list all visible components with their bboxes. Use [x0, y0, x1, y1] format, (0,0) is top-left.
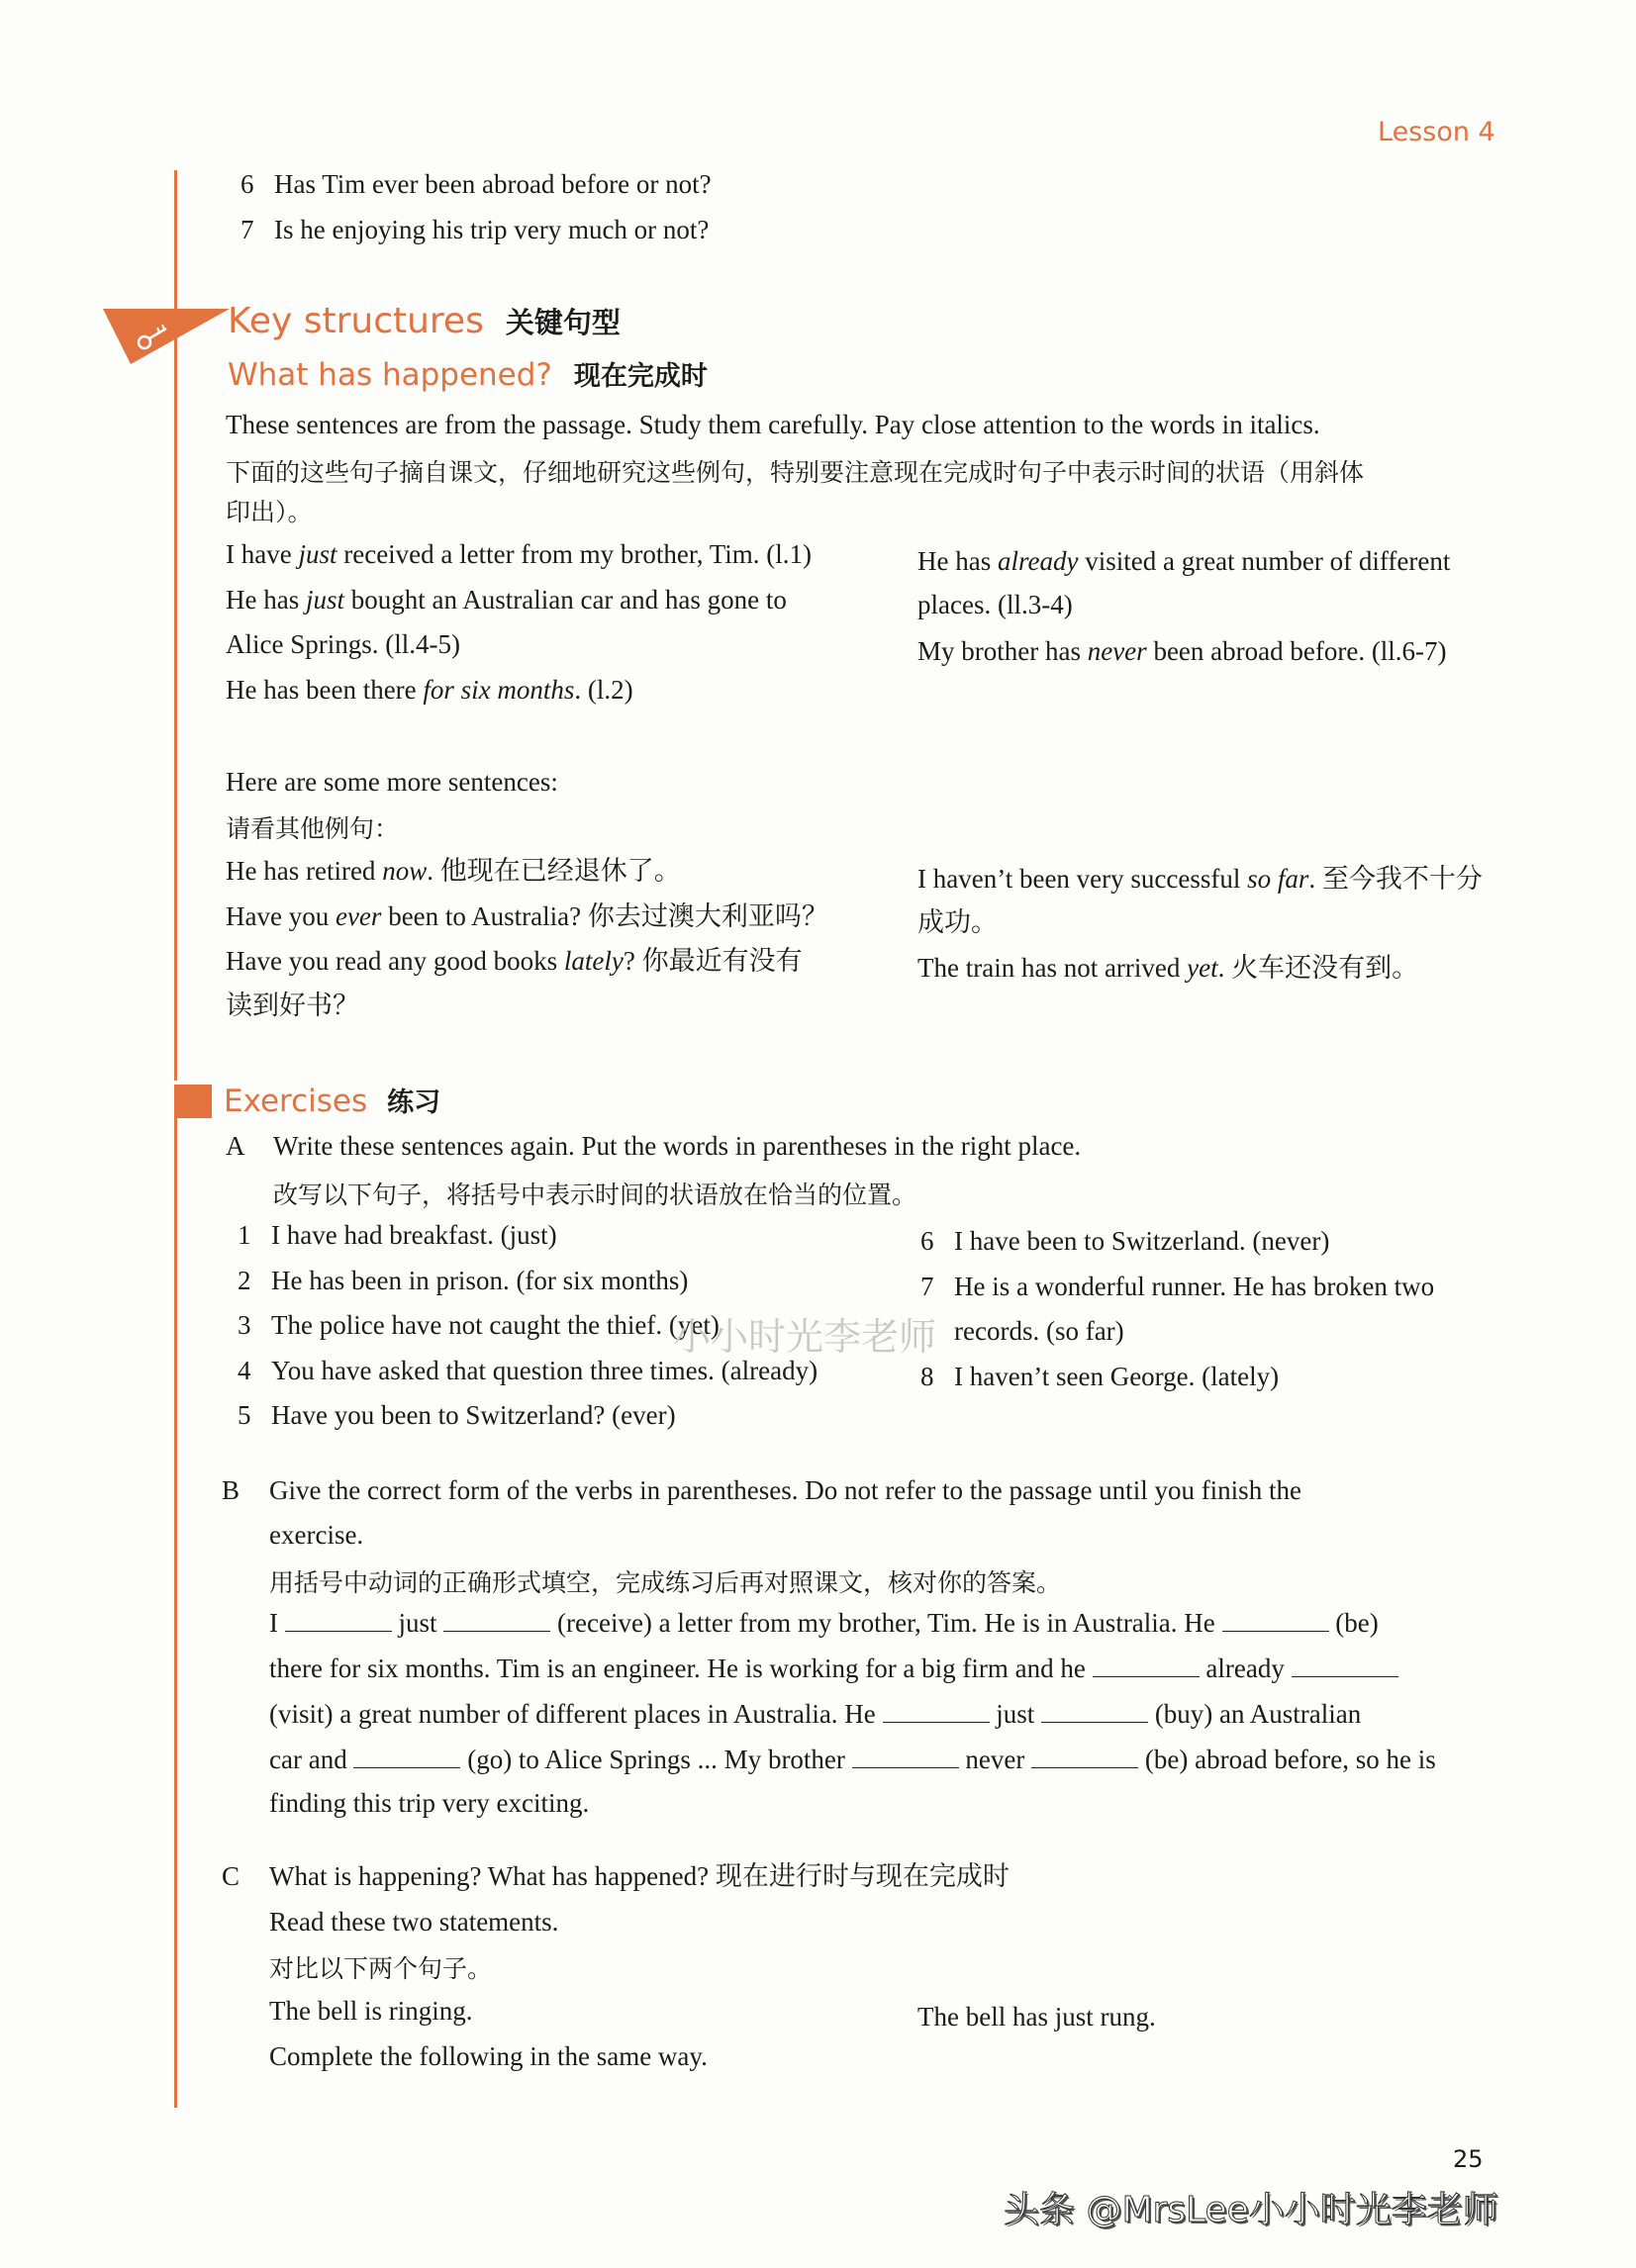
exercise-b-instruction-2: exercise.	[269, 1520, 364, 1550]
blank-input[interactable]	[285, 1609, 392, 1632]
intro-cn-2: 印出）。	[226, 498, 313, 526]
more-left-2: Have you ever been to Australia? 你去过澳大利亚吗？	[226, 901, 828, 931]
blank-input[interactable]	[852, 1746, 959, 1768]
exercise-c-read-cn: 对比以下两个句子。	[269, 1954, 493, 1983]
what-has-happened-heading: What has happened? 现在完成时	[228, 357, 708, 393]
more-right-3: The train has not arrived yet. 火车还没有到。	[917, 953, 1419, 983]
exercise-c-read-en: Read these two statements.	[269, 1907, 559, 1937]
margin-rule-top	[174, 170, 177, 1081]
exercise-b-line-3: (visit) a great number of different places in Australia. He just (buy) an Australian	[269, 1699, 1362, 1729]
exercises-heading: Exercises 练习	[224, 1084, 441, 1119]
exercise-b-line-4: car and (go) to Alice Springs ... My brother never (be) abroad before, so he is	[269, 1745, 1436, 1774]
example-right-2: places. (ll.3-4)	[917, 590, 1073, 619]
exercise-c-title: C What is happening? What has happened? 现在进行时与现在完成时	[222, 1861, 1010, 1891]
key-structures-heading: Key structures 关键句型	[228, 301, 621, 341]
exercise-a-item-4: 4 You have asked that question three times. (already)	[238, 1356, 818, 1385]
question-7: 7 Is he enjoying his trip very much or not?	[241, 215, 710, 244]
blank-input[interactable]	[443, 1609, 550, 1632]
exercise-a-item-5: 5 Have you been to Switzerland? (ever)	[238, 1400, 676, 1430]
intro-cn-1: 下面的这些句子摘自课文，仔细地研究这些例句，特别要注意现在完成时句子中表示时间的状语（用斜体	[226, 458, 1365, 487]
more-sentences-cn: 请看其他例句：	[226, 814, 400, 843]
exercise-b-line-1: I just (receive) a letter from my brother, Tim. He is in Australia. He (be)	[269, 1608, 1379, 1638]
exercise-a-instruction: A Write these sentences again. Put the words in parentheses in the right place.	[226, 1131, 1082, 1161]
example-left-1: I have just received a letter from my brother, Tim. (l.1)	[226, 539, 813, 569]
example-left-4: He has been there for six months. (l.2)	[226, 675, 633, 705]
exercise-a-item-8: 8 I haven’t seen George. (lately)	[920, 1362, 1280, 1391]
exercise-a-item-2: 2 He has been in prison. (for six months)	[238, 1266, 689, 1295]
example-left-3: Alice Springs. (ll.4-5)	[226, 629, 460, 659]
lesson-label: Lesson 4	[1378, 117, 1495, 147]
exercise-a-item-7: 7 He is a wonderful runner. He has broken two	[920, 1272, 1435, 1301]
blank-input[interactable]	[1292, 1654, 1398, 1677]
exercise-b-instruction-cn: 用括号中动词的正确形式填空，完成练习后再对照课文，核对你的答案。	[269, 1568, 1062, 1597]
exercise-b-instruction: B Give the correct form of the verbs in parentheses. Do not refer to the passage until you finish the	[222, 1475, 1301, 1505]
exercise-c-statement-left: The bell is ringing.	[269, 1996, 473, 2026]
exercise-a-item-1: 1 I have had breakfast. (just)	[238, 1220, 557, 1250]
more-right-1: I haven’t been very successful so far. 至今我不十分	[917, 864, 1483, 894]
exercise-a-instruction-cn: 改写以下句子，将括号中表示时间的状语放在恰当的位置。	[273, 1181, 917, 1209]
exercise-b-line-5: finding this trip very exciting.	[269, 1788, 590, 1818]
more-left-4: 读到好书？	[226, 991, 359, 1020]
key-icon	[103, 309, 232, 369]
blank-input[interactable]	[1093, 1654, 1200, 1677]
question-6: 6 Has Tim ever been abroad before or not?	[241, 169, 712, 199]
exercise-c-statement-right: The bell has just rung.	[917, 2002, 1156, 2032]
exercises-marker	[174, 1085, 212, 1118]
example-right-1: He has already visited a great number of different	[917, 546, 1451, 576]
more-left-1: He has retired now. 他现在已经退休了。	[226, 856, 681, 886]
watermark-center: 小小时光李老师	[673, 1315, 937, 1359]
example-left-2: He has just bought an Australian car and has gone to	[226, 585, 787, 614]
exercise-c-complete: Complete the following in the same way.	[269, 2041, 708, 2071]
watermark-bottom: 头条 @MrsLee小小时光李老师	[1004, 2190, 1498, 2230]
margin-rule-bottom	[174, 1116, 177, 2108]
blank-input[interactable]	[1222, 1609, 1329, 1632]
more-right-2: 成功。	[917, 907, 998, 937]
exercise-a-item-7-cont: records. (so far)	[954, 1316, 1124, 1346]
blank-input[interactable]	[353, 1746, 460, 1768]
more-sentences-en: Here are some more sentences:	[226, 767, 558, 797]
example-right-3: My brother has never been abroad before. (ll.6-7)	[917, 636, 1447, 666]
page-number: 25	[1453, 2145, 1484, 2173]
blank-input[interactable]	[883, 1700, 990, 1723]
blank-input[interactable]	[1041, 1700, 1148, 1723]
exercise-a-item-6: 6 I have been to Switzerland. (never)	[920, 1226, 1330, 1256]
blank-input[interactable]	[1031, 1746, 1138, 1768]
intro-en: These sentences are from the passage. Study them carefully. Pay close attention to the words in italics.	[226, 410, 1320, 439]
exercise-a-item-3: 3 The police have not caught the thief. (yet)	[238, 1310, 720, 1340]
more-left-3: Have you read any good books lately? 你最近有没有	[226, 946, 803, 976]
exercise-b-line-2: there for six months. Tim is an engineer. He is working for a big firm and he already	[269, 1653, 1398, 1684]
